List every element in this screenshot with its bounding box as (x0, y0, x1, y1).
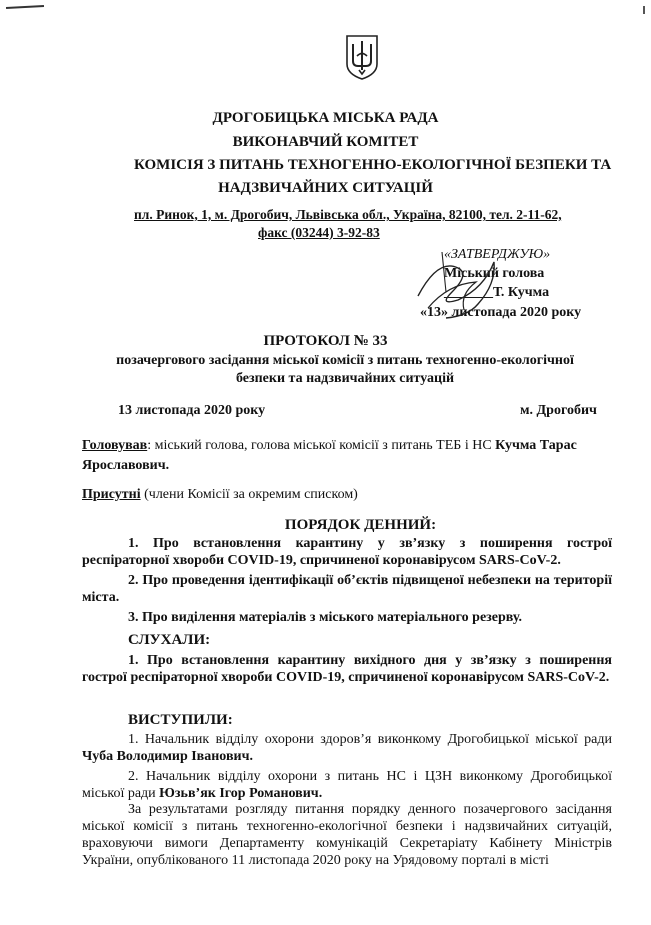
protocol-place: м. Дрогобич (520, 403, 597, 418)
speaker-item (82, 731, 612, 765)
speaker-item (82, 768, 612, 802)
present-text: (члени Комісії за окремим списком) (140, 487, 358, 502)
agenda-item: 3. Про виділення матеріалів з міського матеріального резерву. (128, 610, 522, 625)
scan-artifact-mark (6, 5, 44, 9)
speaker-name: Чуба Володимир Іванович. (82, 749, 253, 764)
approval-date: «13» листопада 2020 року (420, 305, 582, 320)
chaired-paragraph (82, 436, 612, 476)
committee-name: ВИКОНАВЧИЙ КОМІТЕТ (232, 134, 419, 150)
address-line1: пл. Ринок, 1, м. Дрогобич, Львівська обл., Україна, 82100, тел. 2-11-62, (134, 207, 562, 222)
chaired-text: : міський голова, голова міської комісії з питань ТЕБ і НС (147, 438, 496, 453)
protocol-title: ПРОТОКОЛ № 33 (263, 333, 388, 349)
speaker-role: 1. Начальник відділу охорони здоров’я виконкому Дрогобицької міської ради (128, 732, 612, 747)
protocol-date: 13 листопада 2020 року (118, 403, 266, 418)
protocol-subtitle-line2: безпеки та надзвичайних ситуацій (235, 371, 455, 386)
agenda-title: ПОРЯДОК ДЕННИЙ: (284, 517, 437, 533)
approval-name: _______Т. Кучма (444, 285, 550, 300)
heard-title: СЛУХАЛИ: (128, 632, 211, 648)
present-paragraph (82, 486, 358, 503)
agenda-list (82, 535, 612, 626)
council-name: ДРОГОБИЦЬКА МІСЬКА РАДА (212, 110, 439, 126)
speaker-name: Юзьв’як Ігор Романович. (159, 786, 323, 801)
speakers-title: ВИСТУПИЛИ: (128, 712, 233, 728)
commission-name-line2: НАДЗВИЧАЙНИХ СИТУАЦІЙ (218, 180, 433, 196)
chaired-label: Головував (82, 438, 148, 453)
speakers-list (82, 731, 612, 802)
protocol-subtitle-line1: позачергового засідання міської комісії з питань техногенно-екологічної (116, 353, 574, 368)
approval-title: «ЗАТВЕРДЖУЮ» (444, 247, 551, 262)
commission-name-line1: КОМІСІЯ З ПИТАНЬ ТЕХНОГЕННО-ЕКОЛОГІЧНОЇ БЕЗПЕКИ ТА (134, 157, 612, 173)
chaired-name: Кучма Тарас Ярославович. (82, 438, 577, 473)
address-line2: факс (03244) 3-92-83 (258, 225, 380, 240)
scan-edge-mark (643, 6, 645, 14)
speaker-role: 2. Начальник відділу охорони з питань НС і ЦЗН виконкому Дрогобицької міської ради (82, 769, 612, 801)
protocol-subtitle (80, 352, 610, 388)
present-label: Присутні (82, 487, 141, 502)
agenda-item: 1. Про встановлення карантину у зв’язку з поширення гострої респіраторної хвороби COVID-19, спричиненої коронавірусом SARS-CoV-2. (82, 536, 612, 568)
agenda-item: 2. Про проведення ідентифікації об’єктів підвищеної небезпеки на території міста. (82, 573, 612, 605)
resolution-paragraph: За результатами розгляду питання порядку денного позачергового засідання міської комісії з питань техногенно-екологічної безпеки і надзвичайних ситуацій, враховуючи вимоги Департаменту комунікацій Секретаріату Кабінету Міністрів України, опублікованого 11 листопада 2020 року на Урядовому порталі в місті (82, 802, 612, 868)
signature-scribble (398, 238, 518, 324)
approval-position: Міський голова (444, 266, 545, 281)
coat-of-arms-icon (345, 34, 379, 80)
heard-text: 1. Про встановлення карантину вихідного дня у зв’язку з поширення гострої респіраторної хвороби COVID-19, спричиненої коронавірусом SARS-CoV-2. (82, 653, 612, 685)
